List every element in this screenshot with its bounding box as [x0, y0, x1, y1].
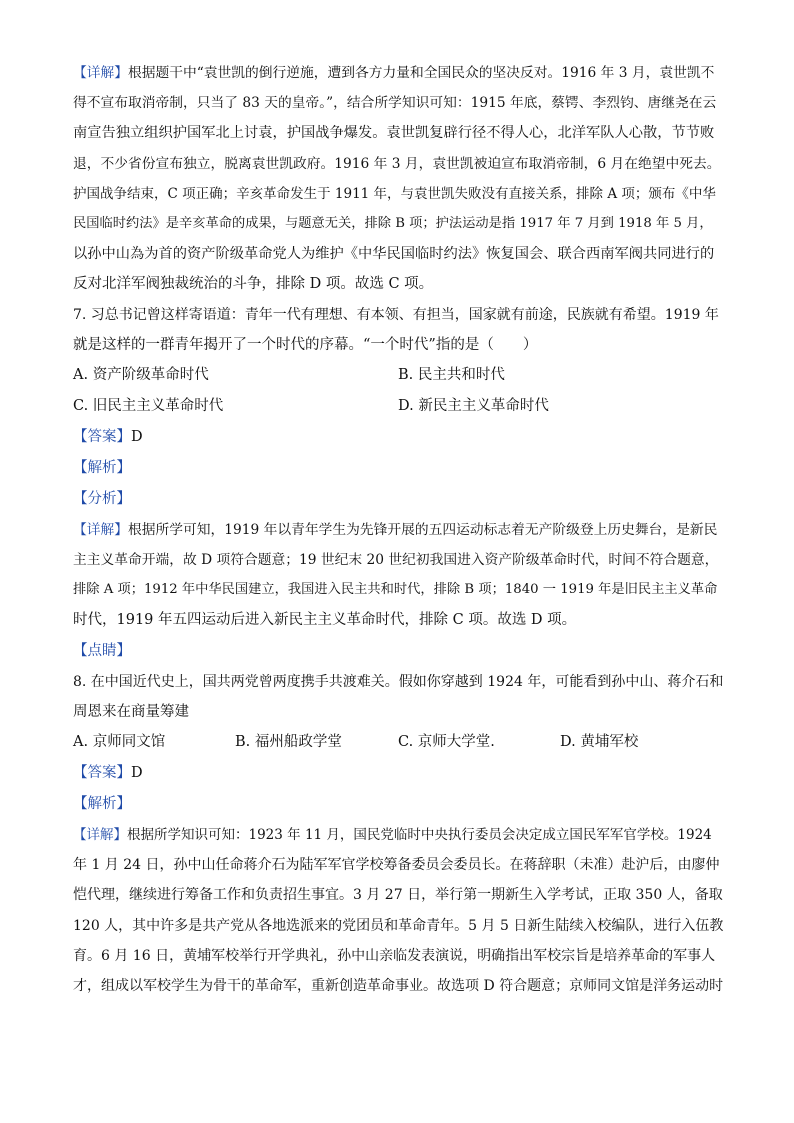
q8-option-a: A. 京师同文馆: [73, 734, 166, 750]
q8-detail-line: 根据所学知识可知：1923 年 11 月，国民党临时中央执行委员会决定成立国民军军官学校。1924: [127, 827, 712, 843]
q8-stem-line: 8. 在中国近代史上，国共两党曾两度携手共渡难关。假如你穿越到 1924 年，可能看到孙中山、蒋介石和: [73, 673, 724, 690]
q8-detail: [73, 820, 723, 1001]
q6-detail-line: 退，不少省份宣布独立，脱离袁世凯政府。1916 年 3 月，袁世凯被迫宣布取消帝制，6 月在绝望中死去。: [73, 155, 721, 172]
q7-analysis: [73, 453, 723, 484]
q6-detail-line: 南宣告独立组织护国军北上讨袁，护国战争爆发。袁世凯复辟行径不得人心，北洋军队人心散，节节败: [73, 125, 715, 142]
detail-tag: 【详解】: [73, 827, 127, 843]
q7-option-b: B. 民主共和时代: [398, 366, 505, 383]
q7-detail-line: 主主义革命开端，故 D 项符合题意；19 世纪末 20 世纪初我国进入资产阶级革命时代，时间不符合题意，: [73, 552, 719, 569]
q7-option-d: D. 新民主主义革命时代: [398, 397, 549, 414]
fenxi-tag: 【分析】: [73, 490, 131, 507]
q8-detail-line: 年 1 月 24 日，孙中山任命蒋介石为陆军军官学校筹备委员会委员长。在蒋辞职（未准）赴沪后，由廖仲: [73, 857, 720, 874]
answer-tag: 【答案】: [73, 765, 131, 781]
q7-option-c: C. 旧民主主义革命时代: [73, 397, 224, 414]
answer-value: D: [131, 428, 143, 445]
q7-stem-line: 就是这样的一群青年揭开了一个时代的序幕。“一个时代”指的是（ ）: [73, 336, 538, 353]
document-page: [73, 58, 723, 1001]
q7-options-row-2: [73, 391, 723, 422]
q6-detail-line: 反对北洋军阀独裁统治的斗争，排除 D 项。故选 C 项。: [73, 276, 434, 293]
q7-fenxi: [73, 484, 723, 515]
q8-detail-line: 才，组成以军校学生为骨干的革命军，重新创造革命事业。故选项 D 符合题意；京师同文馆是洋务运动时: [73, 977, 724, 994]
dianjing-tag: 【点睛】: [73, 642, 131, 659]
answer-tag: 【答案】: [73, 428, 131, 445]
q6-detail-line: 护国战争结束，C 项正确；辛亥革命发生于 1911 年，与袁世凯失败没有直接关系，排除 A 项；颁布《中华: [73, 185, 716, 202]
q8-option-b: B. 福州船政学堂: [235, 734, 342, 750]
q7-detail-line: 根据所学可知，1919 年以青年学生为先锋开展的五四运动标志着无产阶级登上历史舞台，是新民: [128, 521, 718, 538]
detail-tag: 【详解】: [73, 65, 129, 81]
q8-option-d: D. 黄埔军校: [560, 734, 639, 750]
q6-detail: [73, 58, 723, 300]
q7-dianjing: [73, 636, 723, 667]
q8-stem-line: 周恩来在商量筹建: [73, 703, 189, 720]
answer-value: D: [131, 765, 143, 781]
q7-detail: [73, 515, 723, 636]
q8-answer: [73, 758, 723, 789]
q8-options-row: [73, 727, 723, 758]
q7-stem: [73, 300, 723, 360]
q8-detail-line: 恺代理，继续进行筹备工作和负责招生事宜。3 月 27 日，举行第一期新生入学考试，正取 350 人，备取: [73, 887, 723, 904]
q8-detail-line: 120 人，其中许多是共产党从各地选派来的党团员和革命青年。5 月 5 日新生陆续入校编队，进行入伍教: [73, 917, 724, 934]
q6-detail-line: 根据题干中“袁世凯的倒行逆施，遭到各方力量和全国民众的坚决反对。1916 年 3 月，袁世凯不: [128, 65, 715, 81]
q8-option-c: C. 京师大学堂.: [398, 734, 495, 750]
analysis-tag: 【解析】: [73, 459, 131, 476]
q6-detail-line: 得不宣布取消帝制，只当了 83 天的皇帝。”，结合所学知识可知：1915 年底，蔡锷、李烈钧、唐继尧在云: [73, 95, 717, 112]
q7-options-row-1: [73, 360, 723, 391]
q7-option-a: A. 资产阶级革命时代: [73, 366, 209, 383]
q6-detail-line: 民国临时约法》是辛亥革命的成果，与题意无关，排除 B 项；护法运动是指 1917 年 7 月到 1918 年 5 月，: [73, 215, 713, 231]
q7-answer: [73, 422, 723, 453]
q7-detail-line: 排除 A 项；1912 年中华民国建立，我国进入民主共和时代，排除 B 项；1840 一 1919 年是旧民主主义革命: [73, 582, 718, 598]
q8-analysis: [73, 789, 723, 820]
q6-detail-line: 以孙中山為为首的资产阶级革命党人为维护《中华民国临时约法》恢复国会、联合西南军阀共同进行的: [73, 246, 715, 263]
q7-stem-line: 7. 习总书记曾这样寄语道：青年一代有理想、有本领、有担当，国家就有前途，民族就有希望。1919 年: [73, 306, 719, 323]
detail-tag: 【详解】: [73, 521, 129, 538]
q8-stem: [73, 667, 723, 727]
q7-detail-line: 时代，1919 年五四运动后进入新民主主义革命时代，排除 C 项。故选 D 项。: [73, 612, 577, 629]
q8-detail-line: 育。6 月 16 日，黄埔军校举行开学典礼，孙中山亲临发表演说，明确指出军校宗旨是培养革命的军事人: [73, 947, 716, 964]
analysis-tag: 【解析】: [73, 796, 131, 812]
